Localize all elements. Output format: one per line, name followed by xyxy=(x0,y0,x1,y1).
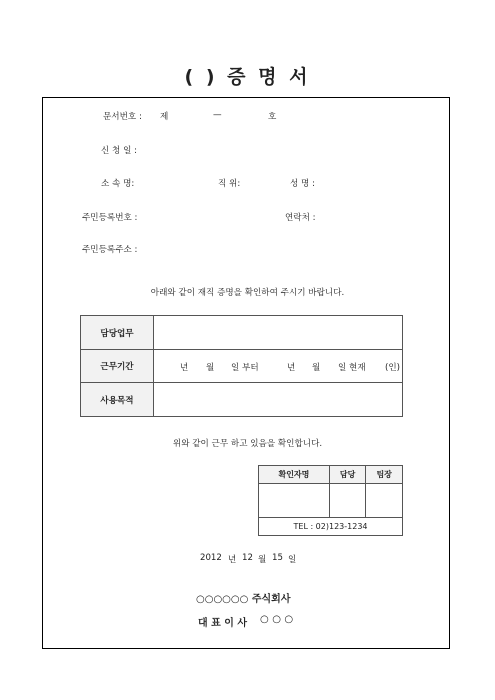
doc-number-ho: 호 xyxy=(268,112,277,122)
employment-table xyxy=(80,315,403,417)
request-text: 아래와 같이 재직 증명을 확인하여 주시기 바랍니다. xyxy=(150,288,345,298)
apply-date-label: 신 청 일 : xyxy=(101,146,137,156)
date-day: 15 xyxy=(272,553,283,563)
doc-number-je: 제 xyxy=(160,112,169,122)
period-label: 근무기간 xyxy=(81,350,154,383)
approver-header: 확인자명 xyxy=(259,466,330,484)
date-day-unit: 일 xyxy=(288,555,297,565)
dept-label: 소 속 명: xyxy=(101,179,135,189)
date-month-unit: 월 xyxy=(258,555,267,565)
name-label: 성 명 : xyxy=(290,179,315,189)
purpose-label: 사용목적 xyxy=(81,383,154,417)
period-year-2: 년 xyxy=(287,363,296,373)
resident-number-label: 주민등록번호 : xyxy=(82,213,138,223)
document-title: ( ) 증 명 서 xyxy=(184,66,311,88)
seal-mark: (인) xyxy=(385,363,401,373)
period-year-1: 년 xyxy=(180,363,189,373)
doc-number-label: 문서번호 : xyxy=(103,112,142,122)
duty-label: 담당업무 xyxy=(81,316,154,350)
purpose-value xyxy=(154,383,403,417)
address-label: 주민등록주소 : xyxy=(82,245,138,255)
confirm-text: 위와 같이 근무 하고 있음을 확인합니다. xyxy=(172,439,323,449)
period-row xyxy=(81,350,403,383)
period-month-2: 월 xyxy=(312,363,321,373)
team-lead-header: 팀장 xyxy=(366,466,403,484)
tel-number: TEL : 02)123-1234 xyxy=(259,518,403,536)
manager-sign-cell xyxy=(329,484,366,518)
duty-value xyxy=(154,316,403,350)
period-value xyxy=(154,350,403,383)
representative-label: 대 표 이 사 xyxy=(198,618,248,629)
approver-sign-cell xyxy=(259,484,330,518)
approval-table xyxy=(258,465,403,536)
position-label: 직 위: xyxy=(218,179,241,189)
date-month: 12 xyxy=(242,553,253,563)
team-lead-sign-cell xyxy=(366,484,403,518)
purpose-row xyxy=(81,383,403,417)
period-month-1: 월 xyxy=(206,363,215,373)
date-year: 2012 xyxy=(200,553,222,563)
manager-header: 담당 xyxy=(329,466,366,484)
company-name: ○○○○○○ 주식회사 xyxy=(196,594,291,605)
contact-label: 연락처 : xyxy=(285,213,316,223)
doc-number-dash: — xyxy=(213,110,222,120)
duty-row xyxy=(81,316,403,350)
period-day-now: 일 현재 xyxy=(338,363,366,373)
date-year-unit: 년 xyxy=(228,555,237,565)
representative-name: ○ ○ ○ xyxy=(260,614,294,625)
period-day-from: 일 부터 xyxy=(231,363,259,373)
